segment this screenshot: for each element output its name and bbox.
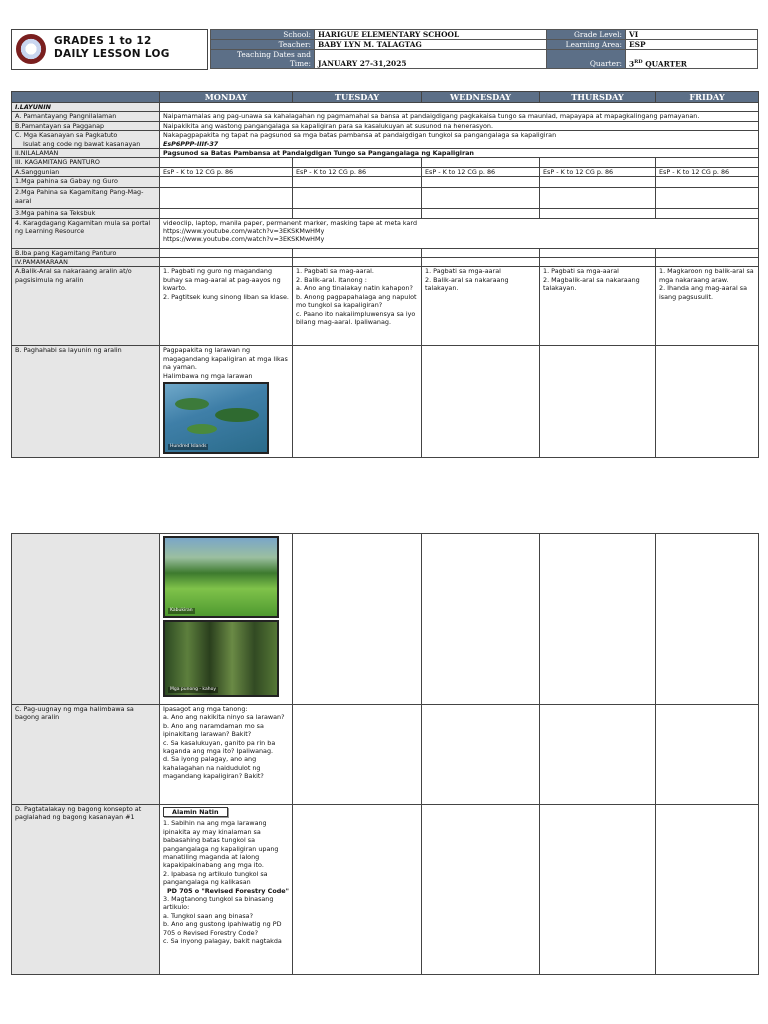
empty-cell [293, 258, 422, 267]
balik-mon [160, 267, 293, 346]
paghahabi-text: Pagpapakita ng larawan ng magagandang kapaligiran at mga likas na yaman. [163, 346, 288, 372]
list-item: c. Sa kasalukuyan, ganito pa rin ba kaganda ang mga ito? Ipaliwanag. [163, 738, 276, 756]
teksbuk-label: 3.Mga pahina sa Teksbuk [12, 209, 160, 218]
sanggunian-tue: EsP - K to 12 CG p. 86 [293, 167, 422, 176]
pamantayang-label: A. Pamantayang Pangnilalaman [12, 112, 160, 121]
pagganap-label: B.Pamantayan sa Pagganap [12, 121, 160, 130]
lesson-log-table-continued [11, 533, 759, 975]
list-item: 2. Ihanda ang mag-aaral sa isang pagsusulit. [659, 284, 748, 301]
list-item: 2. Balik-aral. Itanong : [296, 275, 367, 284]
paghahabi-examples: Halimbawa ng mga larawan [163, 371, 253, 380]
pagganap-row [12, 121, 759, 130]
empty-cell [293, 188, 422, 209]
list-item: 1. Pagbati sa mag-aaral. [296, 267, 374, 276]
karagdagang-label: 4. Karagdagang Kagamitan mula sa portal ng Learning Resource [12, 218, 160, 248]
empty-cell [160, 258, 293, 267]
list-item: 2. Magbalik-aral sa nakaraang talakayan. [543, 275, 640, 293]
sanggunian-row [12, 167, 759, 176]
dates-label-line1: Teaching Dates and [237, 50, 311, 59]
empty-cell [540, 534, 656, 705]
day-wednesday: WEDNESDAY [422, 92, 540, 103]
empty-cell [656, 534, 759, 705]
alamin-natin-box: Alamin Natin [163, 807, 228, 817]
list-item: 2. Pagtitsek kung sinong liban sa klase. [163, 292, 289, 301]
empty-cell [540, 188, 656, 209]
title-line-1: GRADES 1 to 12 [54, 35, 152, 47]
paguugnay-label: C. Pag-uugnay ng mga halimbawa sa bagong aralin [12, 705, 160, 805]
kagamitan-row [12, 158, 759, 167]
title-line-2: DAILY LESSON LOG [54, 48, 170, 60]
empty-cell [540, 248, 656, 257]
empty-cell [422, 805, 540, 975]
pagganap-value: Naipakikita ang wastong pangangalaga sa kapaligiran para sa kasalukuyan at susunod na henerasyon. [160, 121, 759, 130]
teacher-label: Teacher: [211, 40, 315, 50]
karagdagang-link-1[interactable]: https://www.youtube.com/watch?v=3EKSKMwHMy [163, 227, 325, 236]
photo-caption: Mga punong - kahoy [170, 687, 216, 692]
deped-seal-icon [16, 34, 46, 64]
day-tuesday: TUESDAY [293, 92, 422, 103]
teksbuk-row [12, 209, 759, 218]
empty-cell [656, 158, 759, 167]
list-item: d. Sa iyong palagay, ano ang kahalagahan na naidudulot ng magandang kapaligiran? Bakit? [163, 755, 264, 781]
list-item: 2. Ipabasa ng artikulo tungkol sa pangangalaga ng kalikasan [163, 869, 268, 887]
title-box [11, 29, 208, 70]
photos-row [12, 534, 759, 705]
school-label: School: [211, 30, 315, 40]
grade-label: Grade Level: [547, 30, 626, 40]
day-friday: FRIDAY [656, 92, 759, 103]
pamamaraan-row [12, 258, 759, 267]
list-item: 1. Sabihin na ang mga larawang ipinakita ay may kinalaman sa babasahing batas tungkol sa pangangalaga ng kapaligiran upang manatiling maganda at lalong kapakipakinabang ang mga ito. [163, 819, 279, 870]
list-item: 1. Magkaroon ng balik-aral sa mga nakaraang araw. [659, 267, 754, 284]
school-value: HARIGUE ELEMENTARY SCHOOL [315, 30, 547, 40]
paguugnay-row [12, 705, 759, 805]
list-item: a. Ano ang tinalakay natin kahapon? [296, 284, 413, 293]
pd705-title: PD 705 o "Revised Forestry Code" [167, 886, 289, 895]
pamantayang-value: Naipamamalas ang pag-unawa sa kahalagahan ng pagmamahal sa bansa at pandaigdigang pagkakaisa tungo sa maunlad, mapayapa at mapagkalingang pamayanan. [160, 112, 759, 121]
photos-mon [160, 534, 293, 705]
empty-cell [540, 805, 656, 975]
dates-value: JANUARY 27-31,2025 [315, 50, 547, 69]
paghahabi-row [12, 346, 759, 458]
list-item: b. Anong pagpapahalaga ang napulot mo tungkol sa kapaligiran? [296, 292, 417, 310]
pamantayang-row [12, 112, 759, 121]
list-item: c. Sa inyong palagay, bakit nagtakda [163, 937, 282, 946]
photo-caption: Hundred Islands [170, 444, 207, 450]
day-thursday: THURSDAY [540, 92, 656, 103]
sanggunian-fri: EsP - K to 12 CG p. 86 [656, 167, 759, 176]
empty-cell [422, 248, 540, 257]
kagamitang-row [12, 188, 759, 209]
kasanayan-value [160, 131, 759, 149]
photo-mga-puno [163, 620, 279, 697]
dates-label-line2: Time: [289, 59, 311, 68]
iba-row [12, 248, 759, 257]
layunin-label: I.LAYUNIN [12, 103, 160, 112]
balik-wed [422, 267, 540, 346]
iba-label: B.Iba pang Kagamitang Panturo [12, 248, 160, 257]
empty-cell [160, 209, 293, 218]
pagtatalakay-row [12, 805, 759, 975]
karagdagang-link-2[interactable]: https://www.youtube.com/watch?v=3EKSKMwHMy [163, 235, 325, 244]
paguugnay-mon [160, 705, 293, 805]
pagtatalakay-mon [160, 805, 293, 975]
kagamitang-label: 2.Mga Pahina sa Kagamitang Pang-Mag-aaral [12, 188, 160, 209]
empty-cell [540, 177, 656, 188]
empty-cell [293, 346, 422, 458]
nilalaman-value: Pagsunod sa Batas Pambansa at Pandaigdigan Tungo sa Pangangalaga ng Kapaligiran [160, 149, 759, 158]
list-item: 1. Pagbati ng guro ng magandang buhay sa mag-aaral at pag-aayos ng kwarto. [163, 267, 281, 293]
paghahabi-mon [160, 346, 293, 458]
empty-cell [656, 346, 759, 458]
kasanayan-label [12, 131, 160, 149]
island-shape [215, 408, 259, 422]
nilalaman-label: II.NILALAMAN [12, 149, 160, 158]
photo-kabukiran [163, 536, 279, 618]
gabay-row [12, 177, 759, 188]
pamamaraan-label: IV.PAMAMARAAN [12, 258, 160, 267]
layunin-empty [160, 103, 759, 112]
empty-cell [293, 177, 422, 188]
empty-cell [422, 346, 540, 458]
balik-thu [540, 267, 656, 346]
list-item: 1. Pagbati sa mga-aaral [425, 267, 501, 276]
empty-cell [160, 188, 293, 209]
karagdagang-materials: videoclip, laptop, manila paper, permanent marker, masking tape at meta kard [163, 218, 418, 227]
empty-cell [540, 346, 656, 458]
empty-cell [422, 534, 540, 705]
teacher-value: BABY LYN M. TALAGTAG [315, 40, 547, 50]
layunin-row [12, 103, 759, 112]
sanggunian-mon: EsP - K to 12 CG p. 86 [160, 167, 293, 176]
empty-cell [422, 705, 540, 805]
kasanayan-label-line2: Isulat ang code ng bawat kasanayan [23, 139, 141, 148]
empty-cell [422, 188, 540, 209]
day-monday: MONDAY [160, 92, 293, 103]
kasanayan-text: Nakapagpapakita ng tapat na pagsunod sa mga batas pambansa at pandaigdigan tungkol sa pangangalaga sa kapaligiran [163, 131, 557, 140]
empty-cell [540, 258, 656, 267]
area-value: ESP [626, 40, 758, 50]
quarter-number: 3 [629, 59, 635, 68]
list-item: a. Ano ang nakikita ninyo sa larawan? [163, 713, 285, 722]
photo-caption: Kabukiran [170, 608, 193, 613]
sanggunian-label: A.Sanggunian [12, 167, 160, 176]
empty-cell [293, 158, 422, 167]
kasanayan-code: EsP6PPP-IIIf-37 [163, 139, 219, 148]
gabay-label: 1.Mga pahina sa Gabay ng Guro [12, 177, 160, 188]
karagdagang-row [12, 218, 759, 248]
sanggunian-thu: EsP - K to 12 CG p. 86 [540, 167, 656, 176]
empty-cell [293, 705, 422, 805]
list-item: 1. Pagbati sa mga-aaral [543, 267, 619, 276]
sanggunian-wed: EsP - K to 12 CG p. 86 [422, 167, 540, 176]
list-item: a. Tungkol saan ang binasa? [163, 911, 253, 920]
list-item: b. Ano ang naramdaman mo sa ipinakitang larawan? Bakit? [163, 721, 264, 739]
quarter-sup: RD [634, 58, 643, 65]
empty-cell [656, 177, 759, 188]
area-label: Learning Area: [547, 40, 626, 50]
list-item: b. Ano ang gustong ipahiwatig ng PD 705 o Revised Forestry Code? [163, 920, 282, 937]
empty-cell [656, 805, 759, 975]
karagdagang-value [160, 218, 759, 248]
grade-value: VI [626, 30, 758, 40]
empty-cell [656, 258, 759, 267]
lesson-log-table [11, 91, 759, 458]
paghahabi-label: B. Paghahabi sa layunin ng aralin [12, 346, 160, 458]
kasanayan-row [12, 131, 759, 149]
day-header-row [12, 92, 759, 103]
kasanayan-label-line1: C. Mga Kasanayan sa Pagkatuto [15, 131, 118, 140]
empty-cell [656, 705, 759, 805]
empty-cell [293, 209, 422, 218]
empty-cell [422, 209, 540, 218]
balik-row [12, 267, 759, 346]
empty-cell [422, 177, 540, 188]
header-info-table [210, 29, 758, 69]
empty-cell [540, 158, 656, 167]
balik-fri [656, 267, 759, 346]
empty-cell [540, 209, 656, 218]
empty-label [12, 534, 160, 705]
empty-cell [656, 188, 759, 209]
balik-label: A.Balik-Aral sa nakaraang aralin at/o pagsisimula ng aralin [12, 267, 160, 346]
empty-cell [422, 158, 540, 167]
empty-cell [293, 534, 422, 705]
list-item: Ipasagot ang mga tanong: [163, 705, 248, 713]
island-shape [175, 398, 209, 410]
quarter-label: Quarter: [547, 50, 626, 69]
quarter-text: QUARTER [642, 59, 687, 68]
balik-tue [293, 267, 422, 346]
list-item: c. Paano ito nakaiimpluwensya sa iyo bilang mag-aaral. Ipaliwanag. [296, 309, 416, 326]
empty-cell [422, 258, 540, 267]
empty-cell [293, 805, 422, 975]
island-shape [187, 424, 217, 434]
empty-cell [656, 248, 759, 257]
empty-cell [160, 158, 293, 167]
corner-cell [12, 92, 160, 103]
empty-cell [160, 248, 293, 257]
nilalaman-row [12, 149, 759, 158]
list-item: 3. Magtanong tungkol sa binasang artikulo: [163, 895, 274, 912]
empty-cell [656, 209, 759, 218]
kagamitan-label: III. KAGAMITANG PANTURO [12, 158, 160, 167]
list-item: 2. Balik-aral sa nakaraang talakayan. [425, 275, 509, 293]
photo-hundred-islands [163, 382, 269, 454]
empty-cell [160, 177, 293, 188]
dates-label [211, 50, 315, 69]
empty-cell [540, 705, 656, 805]
empty-cell [293, 248, 422, 257]
pagtatalakay-label: D. Pagtatalakay ng bagong konsepto at paglalahad ng bagong kasanayan #1 [12, 805, 160, 975]
quarter-value [626, 50, 758, 69]
